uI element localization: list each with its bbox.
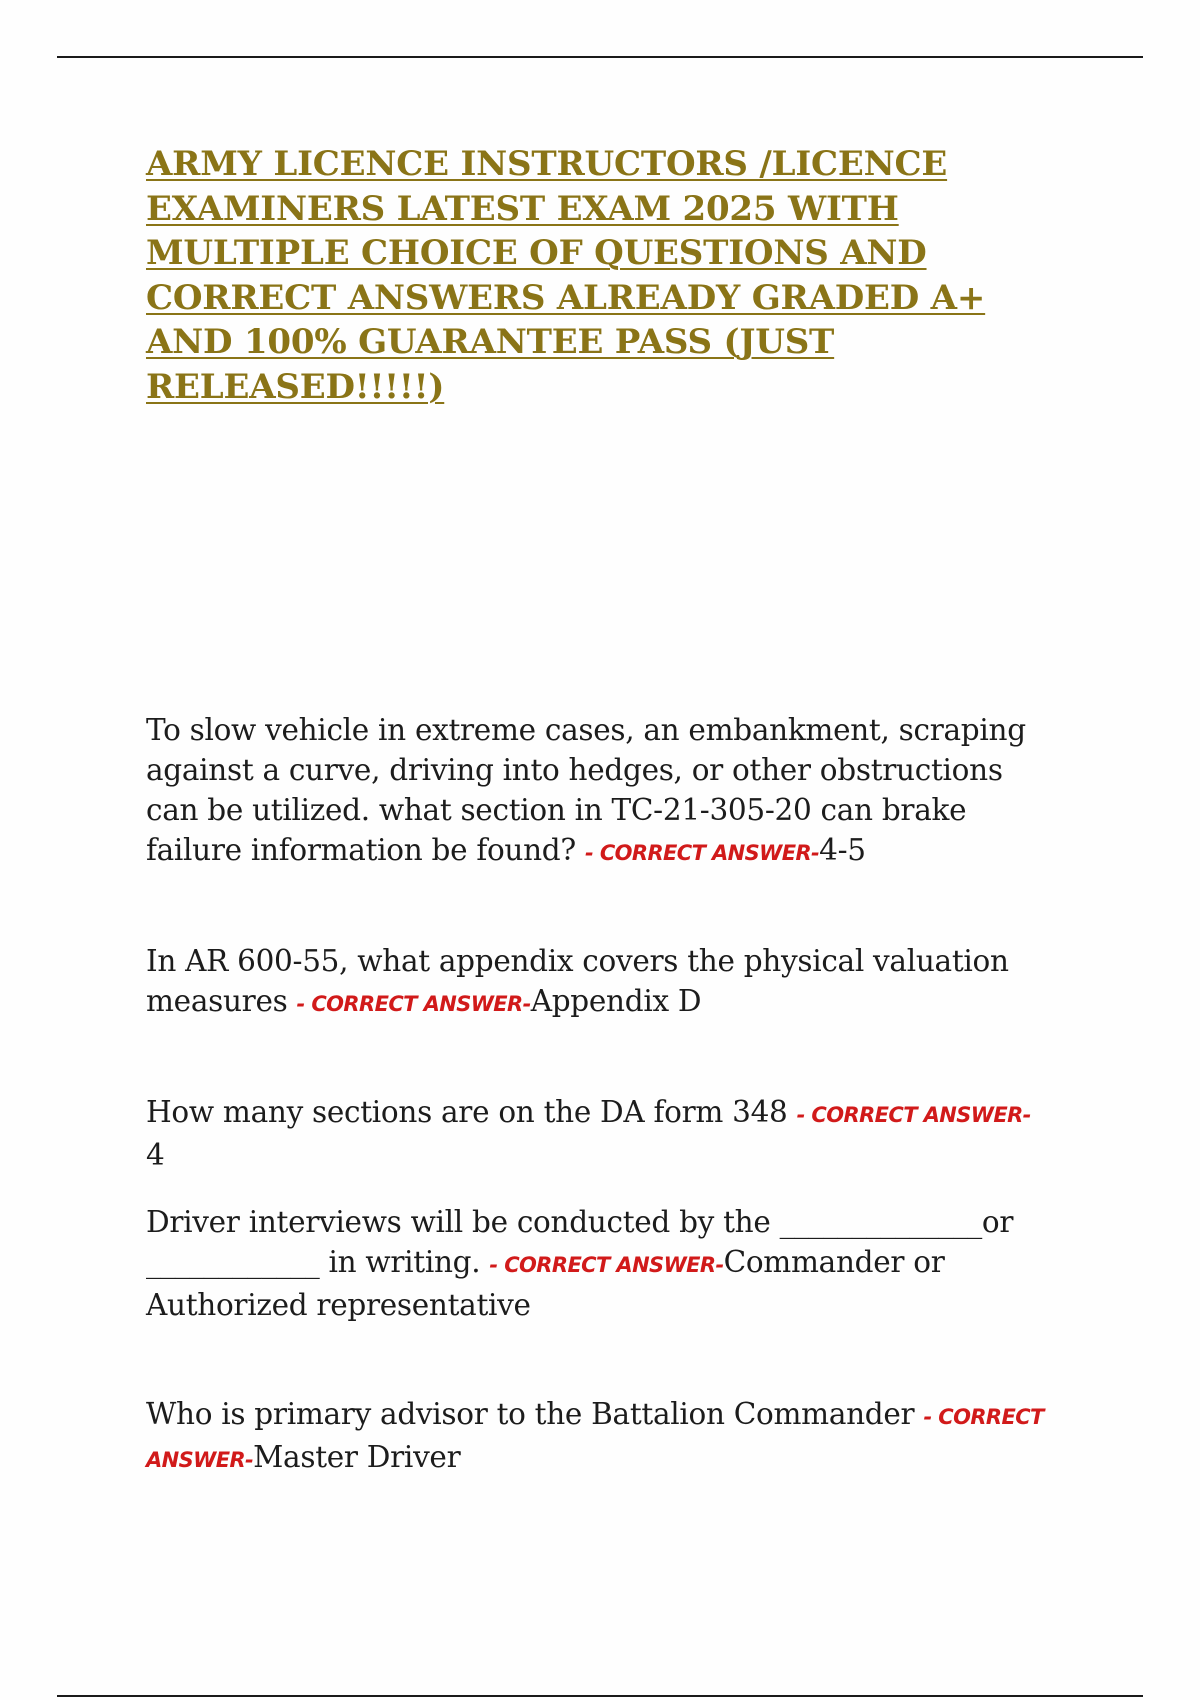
question-text: Who is primary advisor to the Battalion Commander	[146, 1397, 915, 1431]
top-rule	[57, 56, 1143, 58]
correct-answer-marker: - CORRECT ANSWER-	[796, 1103, 1031, 1127]
answer-text: Master Driver	[253, 1440, 461, 1474]
qa-item-1	[146, 710, 1046, 873]
question-text: Driver interviews will be conducted by the ______________or ____________ in writing.	[146, 1205, 1014, 1279]
qa-item-5	[146, 1394, 1046, 1480]
question-text: In AR 600-55, what appendix covers the physical valuation measures	[146, 944, 1009, 1018]
qa-item-2	[146, 941, 1046, 1024]
correct-answer-marker: - CORRECT ANSWER-	[296, 992, 531, 1016]
answer-text: Commander or Authorized representative	[146, 1245, 945, 1322]
answer-text: Appendix D	[530, 984, 702, 1018]
qa-item-4	[146, 1202, 1046, 1325]
bottom-rule	[57, 1695, 1143, 1697]
document-title: ARMY LICENCE INSTRUCTORS /LICENCE EXAMINERS LATEST EXAM 2025 WITH MULTIPLE CHOICE OF QUESTIONS AND CORRECT ANSWERS ALREADY GRADED A+ AND 100% GUARANTEE PASS (JUST RELEASED!!!!!)	[146, 144, 986, 407]
answer-text: 4-5	[819, 833, 866, 867]
correct-answer-marker: - CORRECT ANSWER-	[489, 1253, 724, 1277]
question-text: To slow vehicle in extreme cases, an embankment, scraping against a curve, driving into hedges, or other obstructions can be utilized. what section in TC-21-305-20 can brake failure information be found?	[146, 713, 1026, 867]
qa-item-3	[146, 1092, 1046, 1175]
correct-answer-marker: - CORRECT ANSWER-	[146, 1405, 1044, 1472]
correct-answer-marker: - CORRECT ANSWER-	[585, 841, 820, 865]
answer-text: 4	[146, 1138, 165, 1172]
question-text: How many sections are on the DA form 348	[146, 1095, 788, 1129]
